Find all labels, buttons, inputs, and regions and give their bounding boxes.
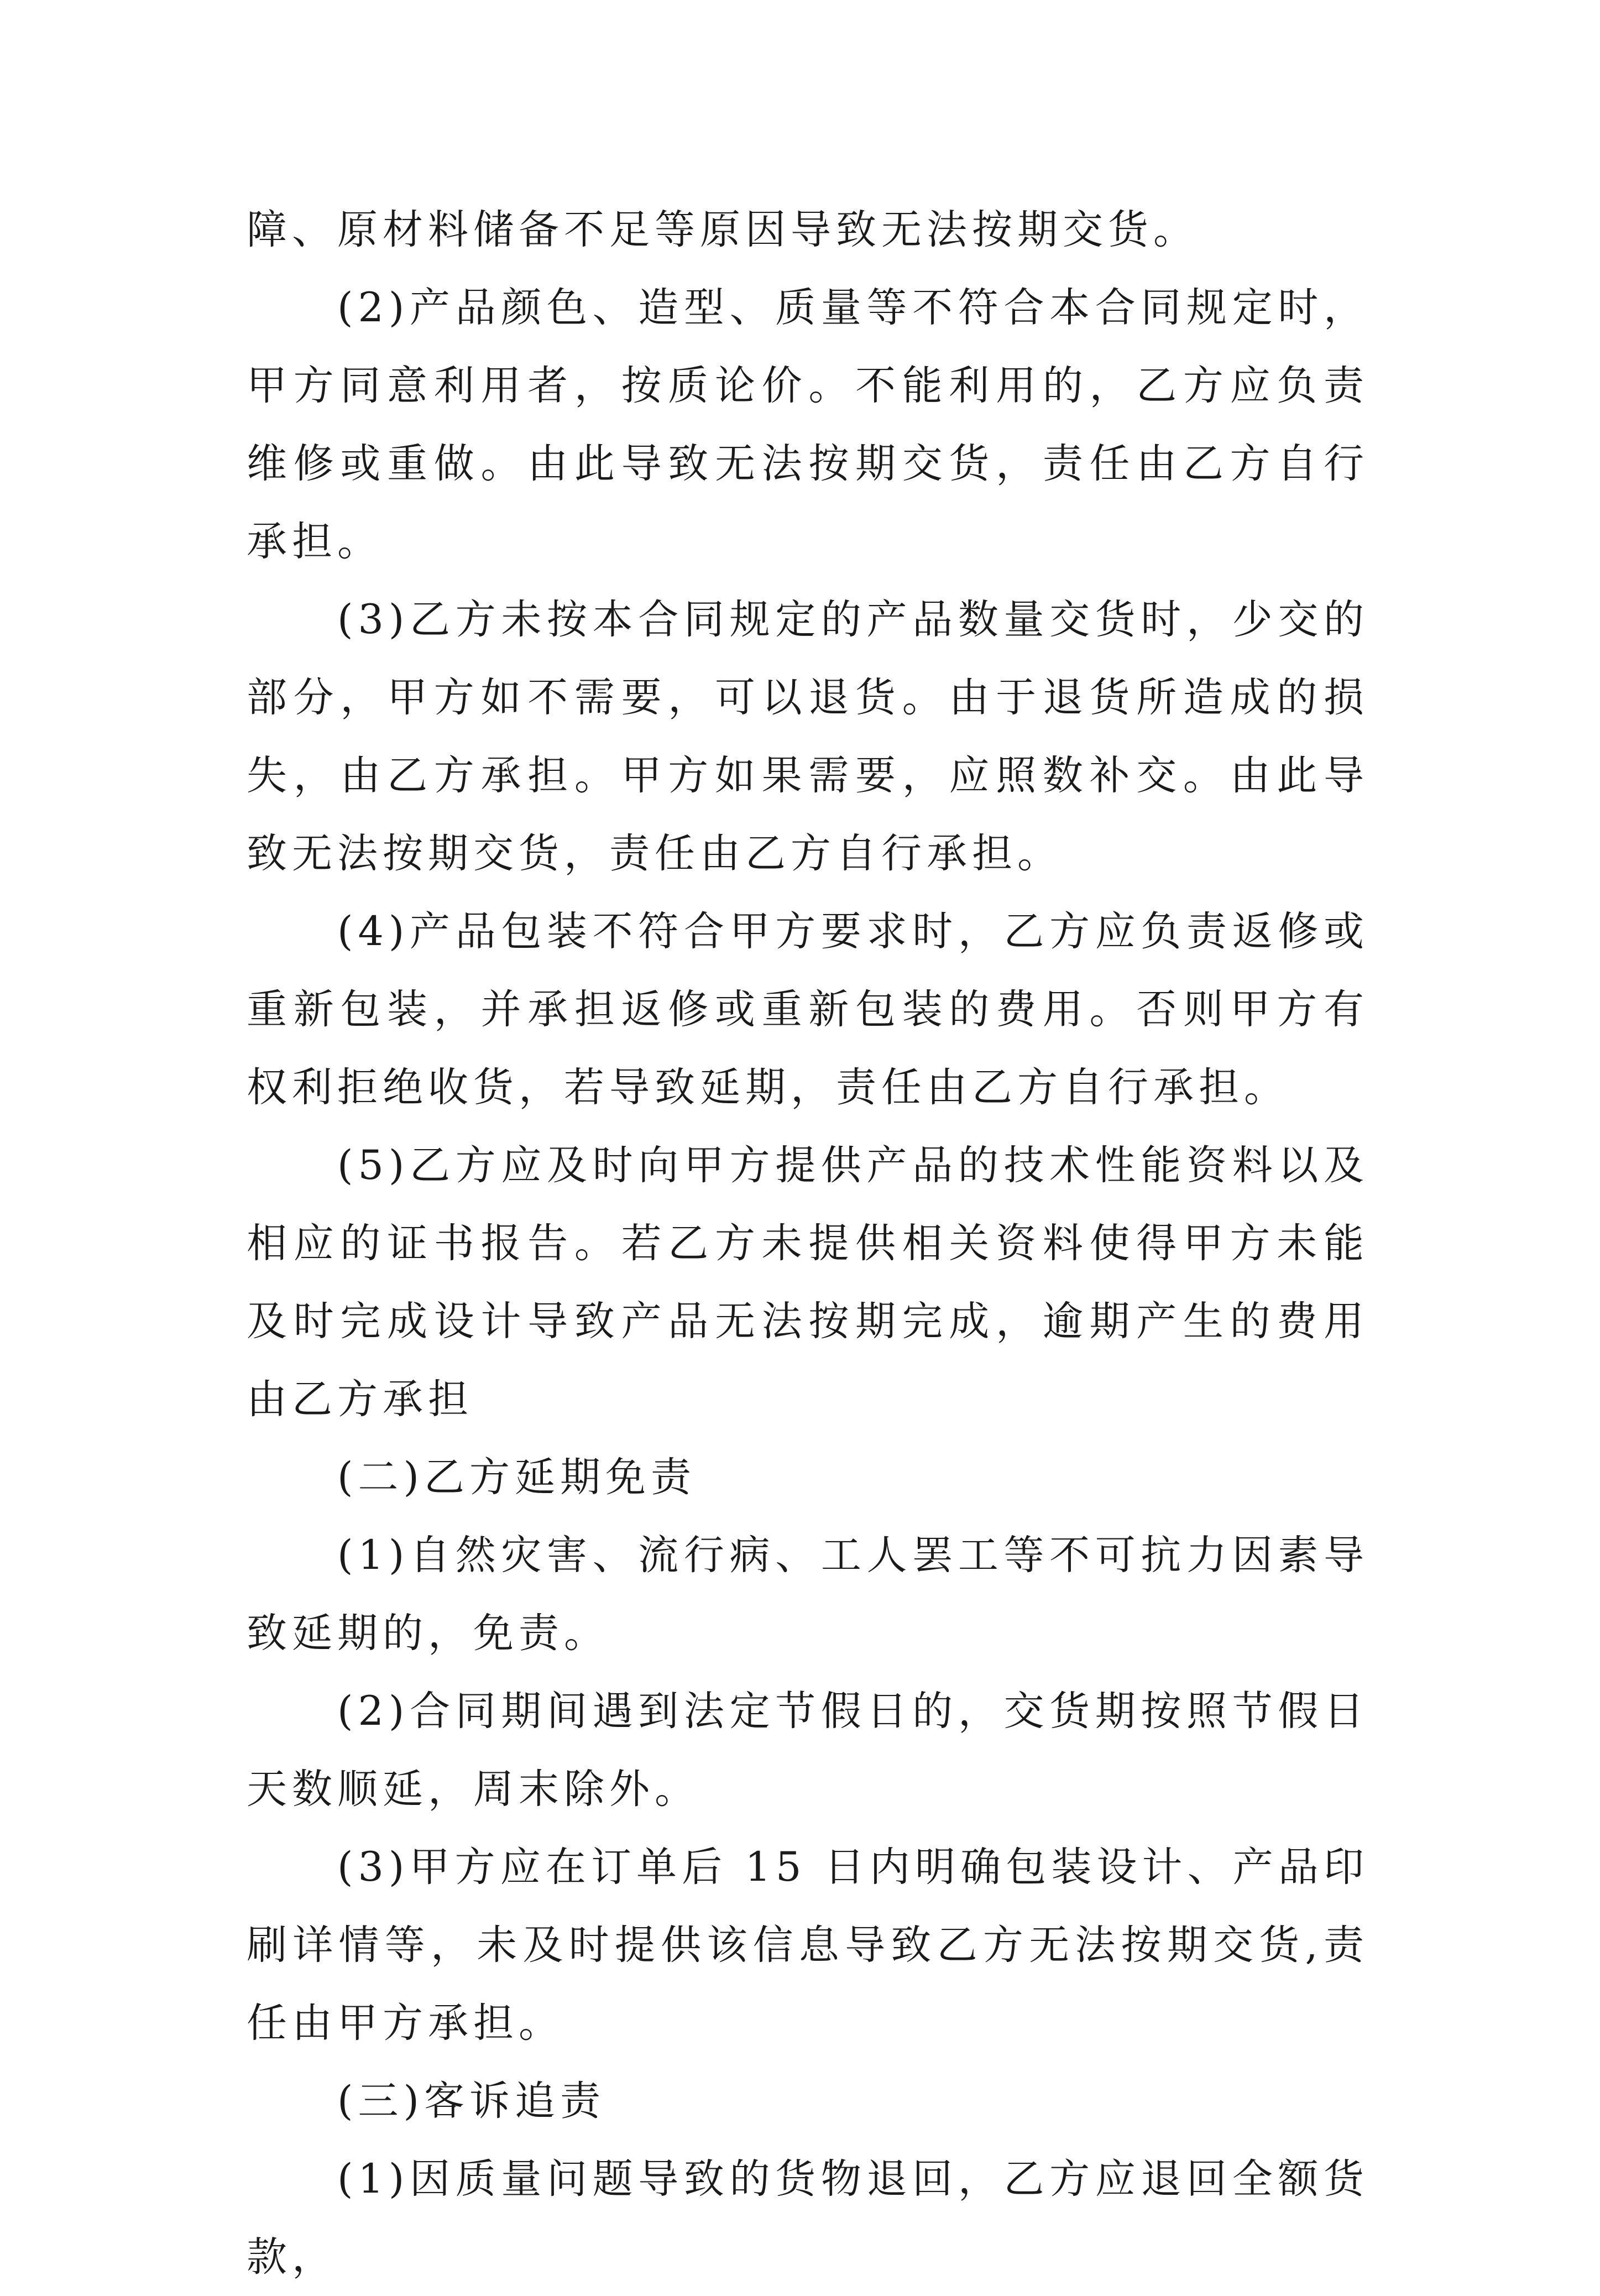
paragraph-1: 障、原材料储备不足等原因导致无法按期交货。 (247, 206, 1199, 253)
paragraph-8: (3)甲方应在订单后 15 日内明确包装设计、产品印刷详情等，未及时提供该信息导致乙方无法按期交货,责任由甲方承担。 (247, 1844, 1369, 2047)
section-heading-3: (三)客诉追责 (337, 2078, 605, 2125)
paragraph-3: (3)乙方未按本合同规定的产品数量交货时，少交的部分，甲方如不需要，可以退货。由于退货所造成的损失，由乙方承担。甲方如果需要，应照数补交。由此导致无法按期交货，责任由乙方自行承担。 (247, 596, 1369, 877)
paragraph-7: (2)合同期间遇到法定节假日的，交货期按照节假日天数顺延，周末除外。 (247, 1688, 1369, 1813)
paragraph-9: (1)因质量问题导致的货物退回，乙方应退回全额货款， (247, 2156, 1369, 2281)
section-heading-2: (二)乙方延期免责 (337, 1454, 696, 1501)
paragraph-2: (2)产品颜色、造型、质量等不符合本合同规定时，甲方同意利用者，按质论价。不能利用的，乙方应负责维修或重做。由此导致无法按期交货，责任由乙方自行承担。 (247, 284, 1369, 565)
paragraph-5: (5)乙方应及时向甲方提供产品的技术性能资料以及相应的证书报告。若乙方未提供相关资料使得甲方未能及时完成设计导致产品无法按期完成，逾期产生的费用由乙方承担 (247, 1142, 1369, 1423)
document-body (247, 191, 1369, 2296)
paragraph-6: (1)自然灾害、流行病、工人罢工等不可抗力因素导致延期的，免责。 (247, 1532, 1369, 1657)
paragraph-4: (4)产品包装不符合甲方要求时，乙方应负责返修或重新包装，并承担返修或重新包装的费用。否则甲方有权利拒绝收货，若导致延期，责任由乙方自行承担。 (247, 908, 1369, 1111)
